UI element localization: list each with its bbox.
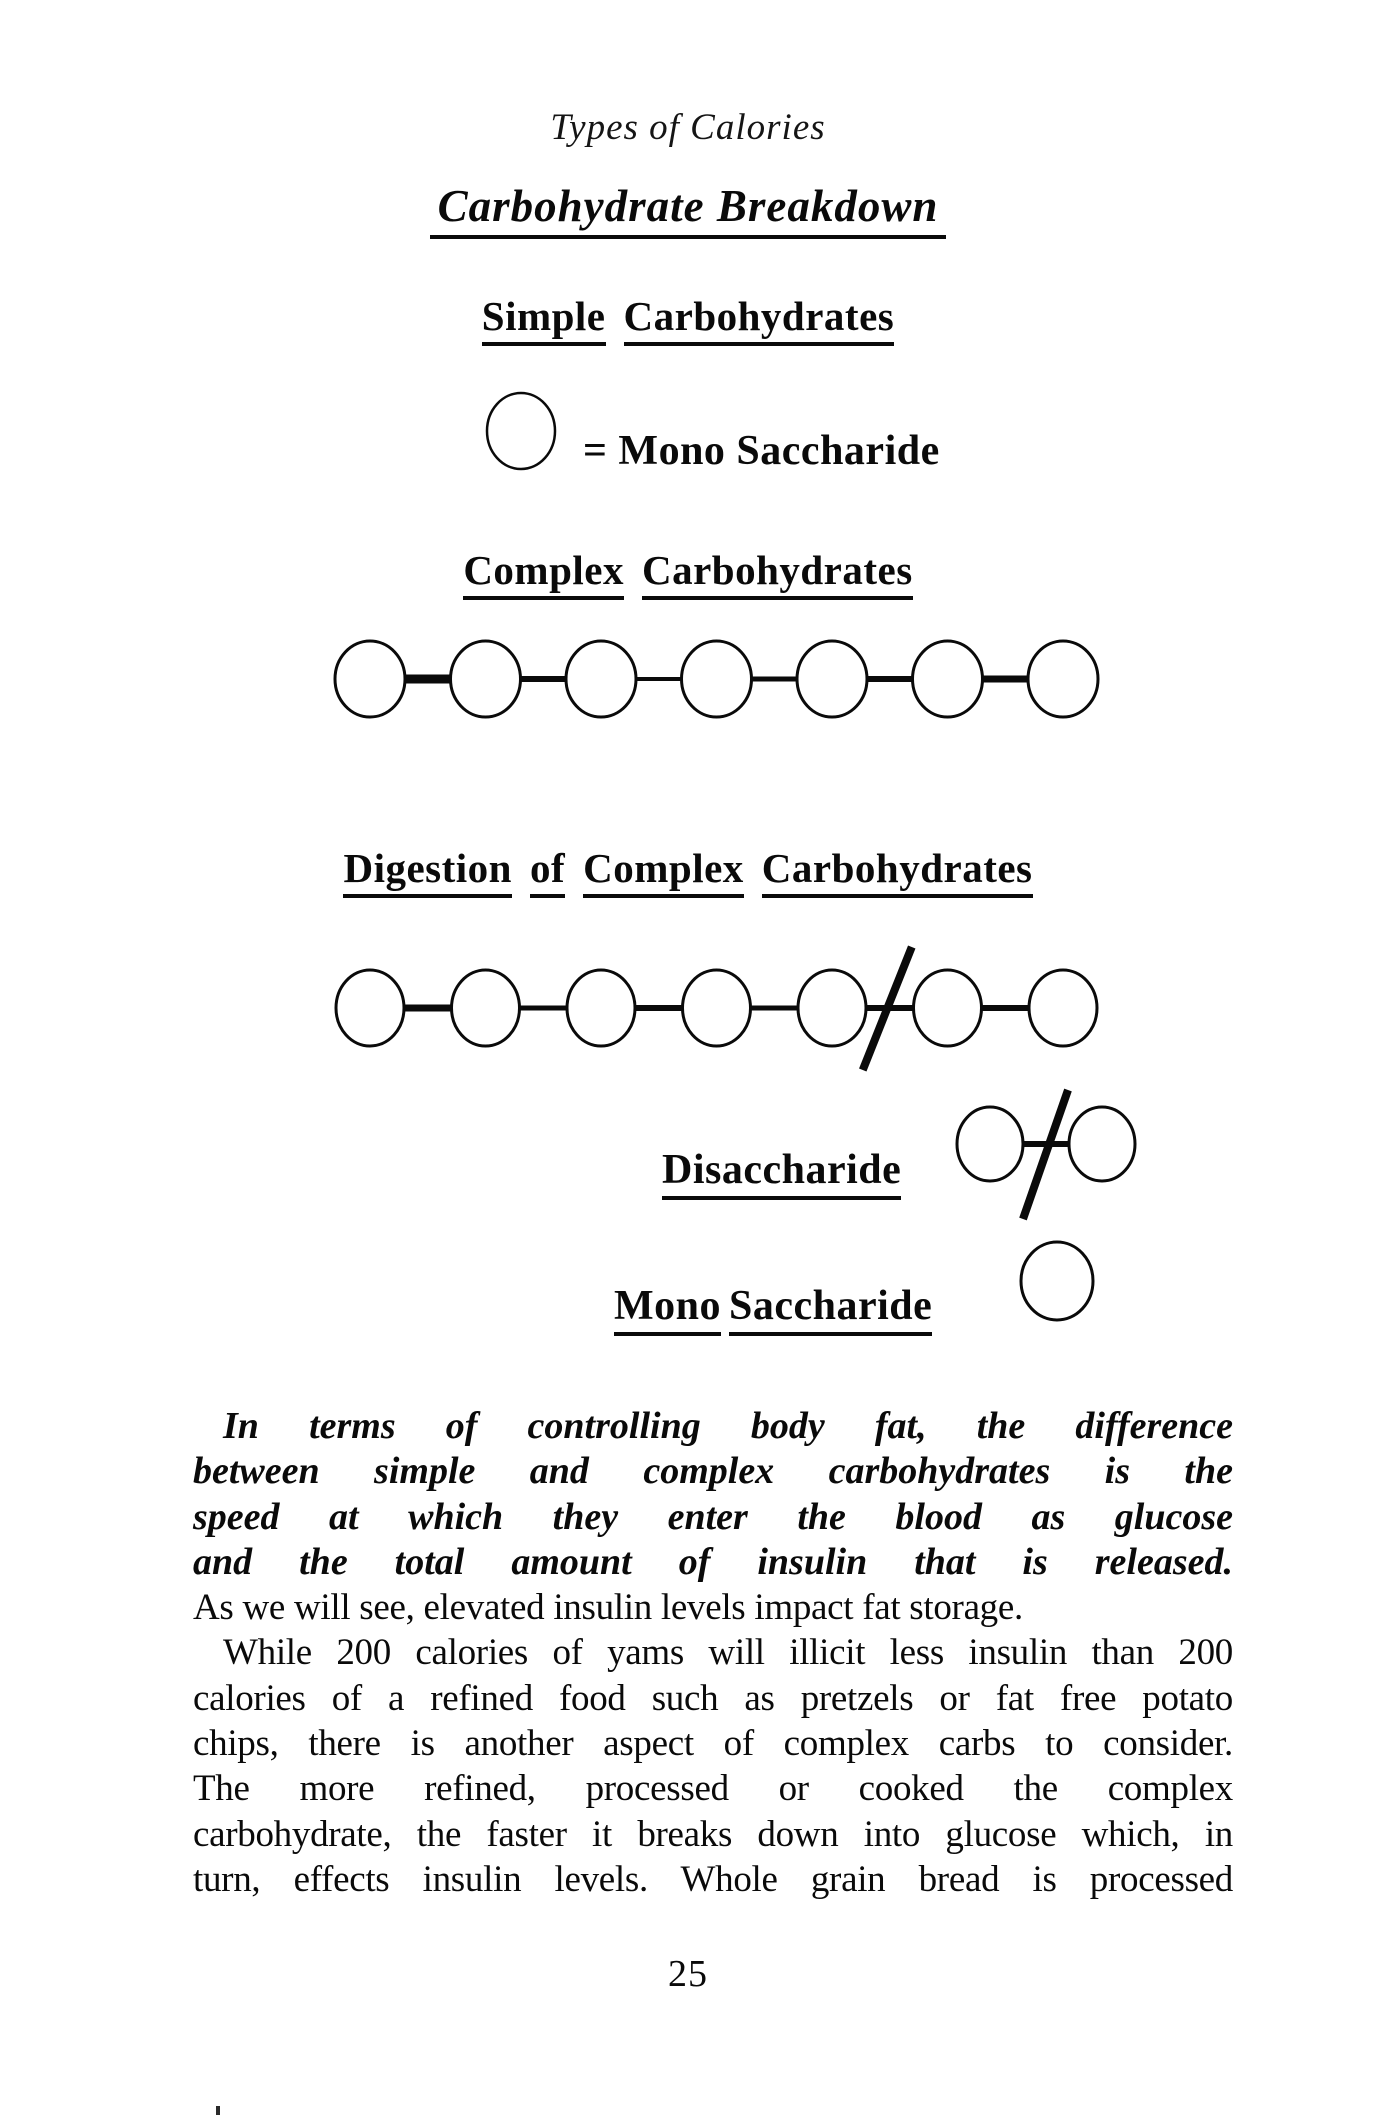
disaccharide-pair-cleaved-diagram <box>940 1085 1165 1230</box>
paragraph-line: As we will see, elevated insulin levels impact fat storage. <box>193 1587 1023 1629</box>
paragraph-line: chips, there is another aspect of complex carbs to consider. <box>193 1723 1233 1765</box>
complex-carbohydrate-chain-diagram <box>330 637 1102 721</box>
heading-word: Complex <box>583 844 744 898</box>
disaccharide-label: Disaccharide <box>662 1146 901 1200</box>
heading-complex-carbohydrates <box>0 546 1376 600</box>
page-title-row <box>0 180 1376 239</box>
paragraph-line: In terms of controlling body fat, the difference <box>223 1405 1233 1447</box>
scan-speck <box>216 2106 220 2115</box>
paragraph-line: and the total amount of insulin that is released. <box>193 1540 1233 1583</box>
heading-word: Simple <box>482 292 606 346</box>
mono-saccharide-legend-circle-diagram <box>483 389 559 473</box>
mono-saccharide-label-row <box>614 1282 932 1336</box>
mono-saccharide-label-word: Saccharide <box>729 1282 932 1336</box>
heading-word: Digestion <box>343 844 512 898</box>
heading-word: Carbohydrates <box>642 546 913 600</box>
paragraph-line: turn, effects insulin levels. Whole grain bread is processed <box>193 1858 1233 1900</box>
body-paragraph <box>193 1404 1233 1902</box>
heading-simple-carbohydrates <box>0 292 1376 346</box>
page-title: Carbohydrate Breakdown <box>430 180 947 239</box>
running-header <box>0 106 1376 149</box>
heading-word: of <box>530 844 565 898</box>
heading-word: Carbohydrates <box>624 292 895 346</box>
mono-saccharide-product-circle-diagram <box>1014 1238 1100 1326</box>
heading-word: Carbohydrates <box>762 844 1033 898</box>
paragraph-line: between simple and complex carbohydrates is the <box>193 1450 1233 1493</box>
mono-saccharide-label-word: Mono <box>614 1282 721 1336</box>
digestion-chain-cleaved-diagram <box>330 940 1102 1076</box>
paragraph-line: speed at which they enter the blood as glucose <box>193 1495 1233 1538</box>
running-header-text: Types of Calories <box>550 107 826 148</box>
paragraph-line: calories of a refined food such as pretzels or fat free potato <box>193 1677 1233 1719</box>
paragraph-line: The more refined, processed or cooked the complex <box>193 1768 1233 1810</box>
paragraph-line: While 200 calories of yams will illicit less insulin than 200 <box>223 1632 1233 1674</box>
disaccharide-label-row <box>662 1146 901 1200</box>
page-number-row <box>0 1952 1376 1996</box>
paragraph-line: carbohydrate, the faster it breaks down into glucose which, in <box>193 1813 1233 1855</box>
page-number: 25 <box>668 1953 708 1995</box>
heading-digestion-of-complex-carbohydrates <box>0 844 1376 898</box>
heading-word: Complex <box>463 546 624 600</box>
mono-saccharide-legend-label: = Mono Saccharide <box>583 428 940 474</box>
